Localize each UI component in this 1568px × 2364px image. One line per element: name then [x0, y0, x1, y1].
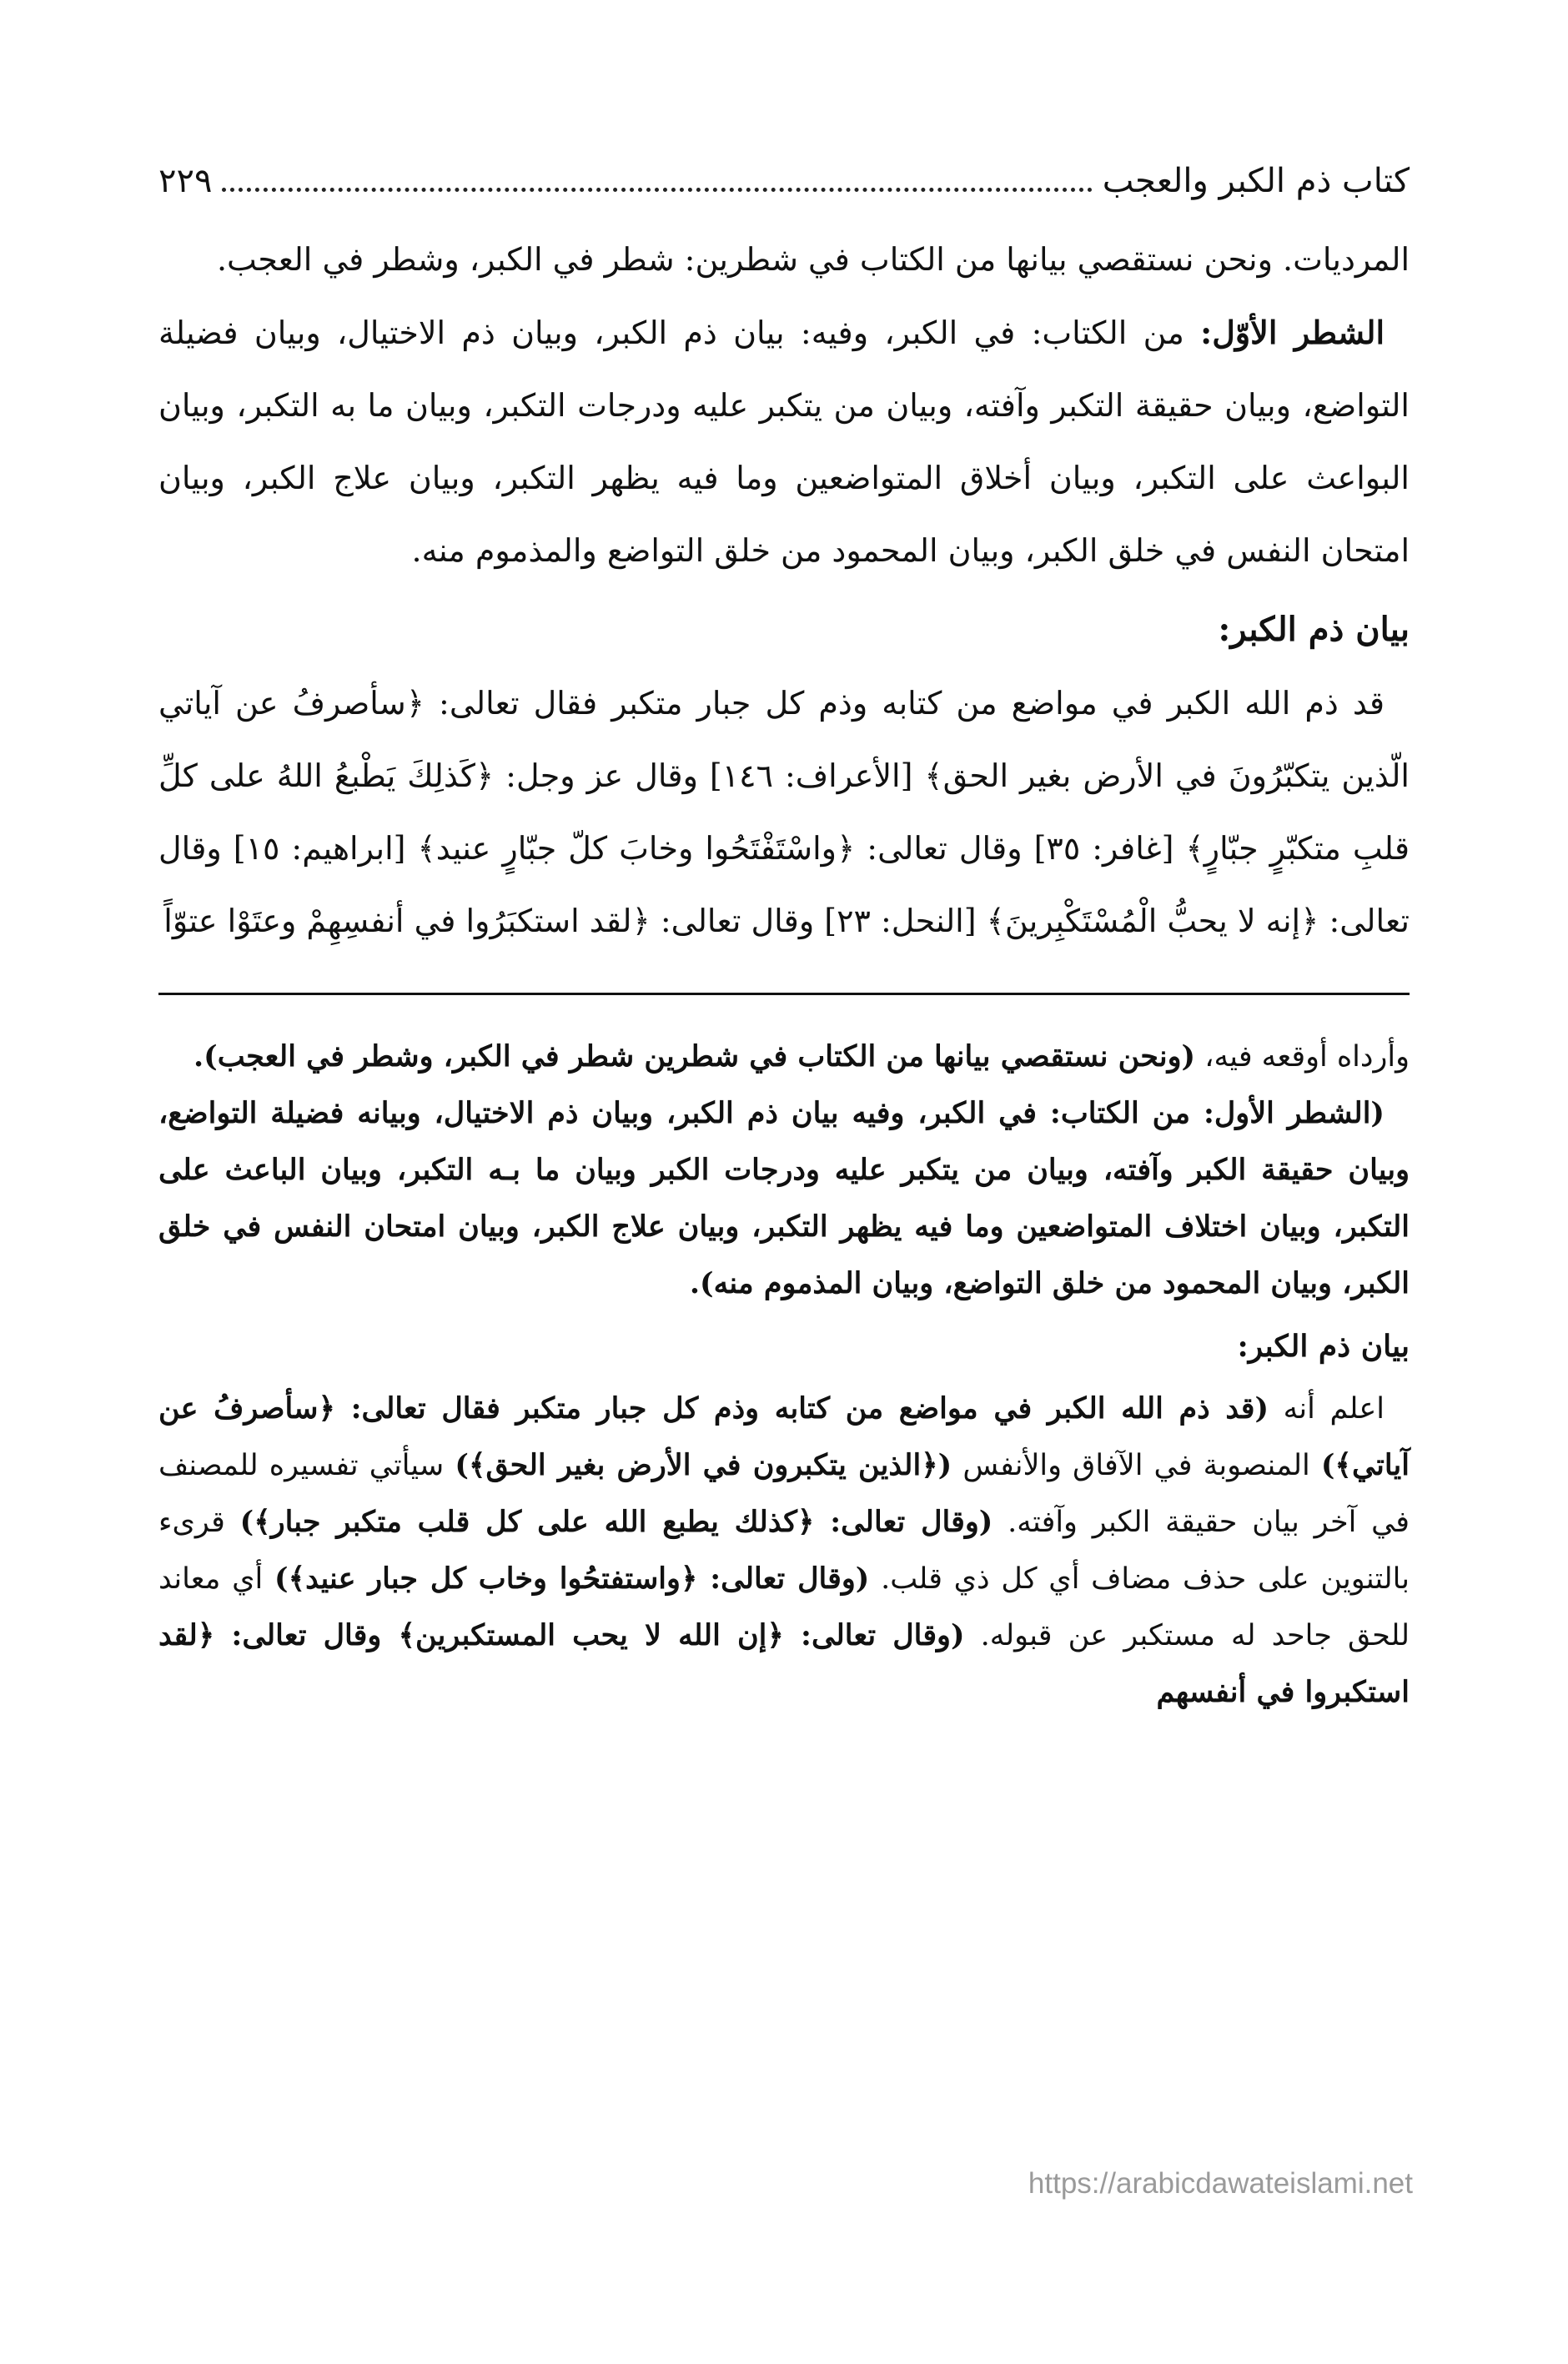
- commentary-segment: أي معاند للحق جاحد له مستكبر عن قبوله.: [158, 1562, 1410, 1652]
- commentary-segment: سيأتي تفسيره للمصنف في آخر بيان حقيقة الكبر وآفته.: [158, 1449, 1410, 1539]
- commentary-quote: (﴿الذين يتكبرون في الأرض بغير الحق﴾): [455, 1448, 952, 1482]
- commentary-text: [158, 1029, 1410, 1721]
- main-paragraph-2: [158, 296, 1410, 587]
- main-heading: بيان ذم الكبر:: [1218, 610, 1410, 649]
- commentary-quote: (ونحن نستقصي بيانها من الكتاب في شطرين شطر في الكبر، وشطر في العجب).: [193, 1039, 1196, 1074]
- main-text: [158, 224, 1410, 958]
- commentary-segment: اعلم أنه: [1269, 1392, 1385, 1426]
- section-lead-text: من الكتاب: في الكبر، وفيه: بيان ذم الكبر، وبيان ذم الاختيال، وبيان فضيلة التواضع، وبيان حقيقة التكبر وآفته، وبيان من يتكبر عليه ودرجات التكبر، وبيان ما به التكبر، وبيان البواعث على التكبر، وبيان أخلاق المتواضعين وما فيه يظهر التكبر، وبيان علاج الكبر، وبيان امتحان النفس في خلق الكبر، وبيان المحمود من خلق التواضع والمذموم منه.: [158, 314, 1410, 569]
- header-dot-leader: [222, 188, 1092, 192]
- main-paragraph-3: قد ذم الله الكبر في مواضع من كتابه وذم كل جبار متكبر فقال تعالى: ﴿سأصرفُ عن آياتي الّذين يتكبّرُونَ في الأرض بغير الحق﴾ [الأعراف: ١٤٦] وقال عز وجل: ﴿كَذلِكَ يَطْبعُ اللهُ على كلِّ قلبِ متكبّرٍ جبّارٍ﴾ [غافر: ٣٥] وقال تعالى: ﴿واسْتَفْتَحُوا وخابَ كلّ جبّارٍ عنيد﴾ [ابراهيم: ١٥] وقال تعالى: ﴿إنه لا يحبُّ الْمُسْتَكْبِرينَ﴾ [النحل: ٢٣] وقال تعالى: ﴿لقد استكبَرُوا في أنفسِهِمْ وعتَوْا عتوّاً: [158, 685, 1410, 939]
- site-watermark: https://arabicdawateislami.net: [1028, 2167, 1413, 2200]
- book-page: [158, 142, 1410, 1721]
- commentary-quote: (وقال تعالى: ﴿إن الله لا يحب المستكبرين﴾ وقال تعالى: ﴿لقد استكبروا في أنفسهم: [158, 1618, 1410, 1709]
- main-paragraph-1: المرديات. ونحن نستقصي بيانها من الكتاب في شطرين: شطر في الكبر، وشطر في العجب.: [216, 241, 1410, 278]
- commentary-quote: (وقال تعالى: ﴿كذلك يطبع الله على كل قلب متكبر جبار﴾): [239, 1505, 993, 1539]
- commentary-plain: وأرداه أوقعه فيه،: [1195, 1040, 1410, 1074]
- section-lead: الشطر الأوّل:: [1200, 314, 1385, 351]
- page-number: ٢٢٩: [158, 162, 213, 200]
- commentary-segment: المنصوبة في الآفاق والأنفس: [952, 1449, 1321, 1482]
- footnote-divider: [158, 993, 1410, 995]
- commentary-heading: بيان ذم الكبر:: [1237, 1329, 1410, 1364]
- commentary-quote: (قد ذم الله الكبر في مواضع من كتابه وذم كل جبار متكبر فقال تعالى: ﴿سأصرفُ عن آياتي﴾): [158, 1391, 1410, 1482]
- commentary-paragraph-3: [158, 1381, 1410, 1721]
- commentary-quote: (وقال تعالى: ﴿واستفتحُوا وخاب كل جبار عنيد﴾): [274, 1562, 870, 1596]
- commentary-segment: قرىء بالتنوين على حذف مضاف أي كل ذي قلب.: [158, 1506, 1410, 1596]
- header-title: كتاب ذم الكبر والعجب: [1102, 162, 1410, 200]
- commentary-paragraph-2: (الشطر الأول: من الكتاب: في الكبر، وفيه بيان ذم الكبر، وبيان ذم الاختيال، وبيانه فضيلة التواضع، وبيان حقيقة الكبر وآفته، وبيان من يتكبر عليه ودرجات الكبر وبيان ما بـه التكبر، وبيان الباعث على التكبر، وبيان اختلاف المتواضعين وما فيه يظهر التكبر، وبيان علاج الكبر، وبيان امتحان النفس في خلق الكبر، وبيان المحمود من خلق التواضع، وبيان المذموم منه).: [158, 1096, 1410, 1300]
- running-header: [158, 142, 1410, 200]
- commentary-paragraph-1: [158, 1029, 1410, 1085]
